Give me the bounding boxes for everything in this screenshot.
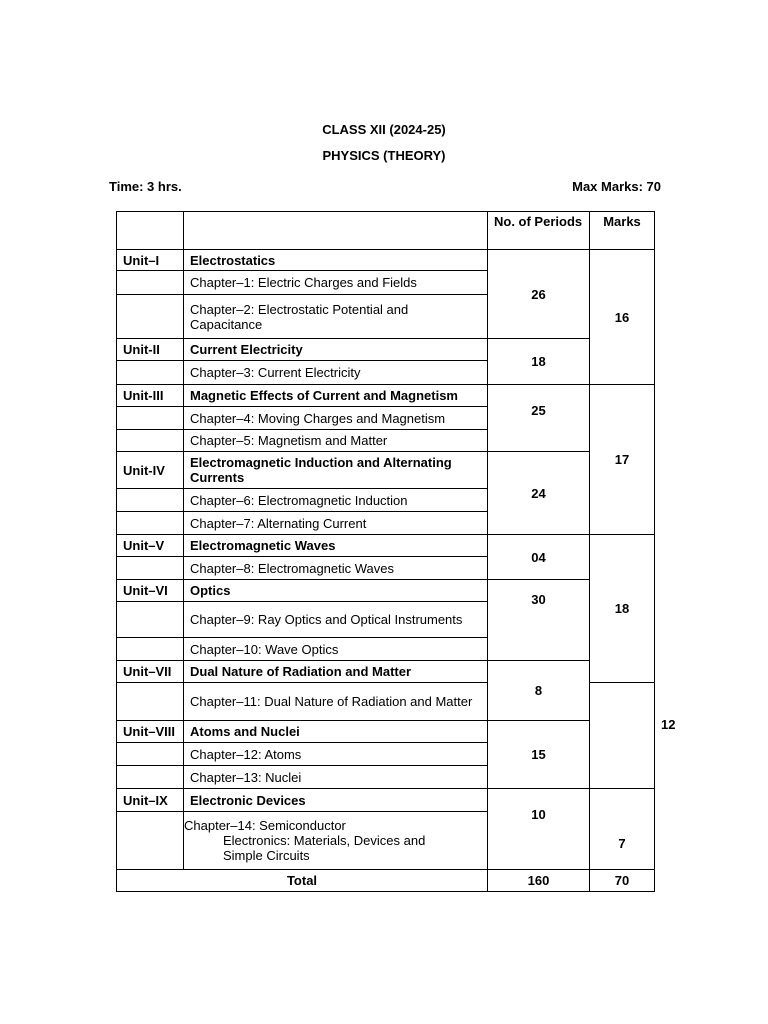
unit-label: Unit–VIII [117,721,184,743]
chapter-label: Chapter–6: Electromagnetic Induction [184,489,488,512]
class-title: CLASS XII (2024-25) [322,122,446,137]
periods-cell: 04 [488,535,590,580]
marks-cell: 16 [590,250,655,385]
unit-title: Electromagnetic Waves [184,535,488,557]
unit-label: Unit–VI [117,580,184,602]
chapter-label: Chapter–2: Electrostatic Potential and Capacitance [184,295,488,339]
syllabus-table [116,211,676,892]
unit-label-empty [117,683,184,721]
periods-cell: 18 [488,339,590,385]
unit-title: Electromagnetic Induction and Alternating Currents [184,452,488,489]
table-row [117,789,655,812]
unit-label-empty [117,407,184,430]
unit-title: Optics [184,580,488,602]
chapter-label: Chapter–4: Moving Charges and Magnetism [184,407,488,430]
total-marks: 70 [590,870,655,892]
periods-cell: 8 [488,661,590,721]
unit-label: Unit–V [117,535,184,557]
unit-title: Current Electricity [184,339,488,361]
marks-cell: 7 [590,789,655,870]
total-label: Total [117,870,488,892]
table-row [117,339,655,361]
chapter-label: Chapter–10: Wave Optics [184,638,488,661]
chapter-label: Chapter–12: Atoms [184,743,488,766]
periods-cell: 30 [488,580,590,661]
unit-title: Magnetic Effects of Current and Magnetism [184,385,488,407]
chapter-label: Chapter–3: Current Electricity [184,361,488,385]
chapter-label: Chapter–1: Electric Charges and Fields [184,271,488,295]
chapter-label: Chapter–9: Ray Optics and Optical Instruments [184,602,488,638]
table-row: Unit–VII Dual Nature of Radiation and Matter 8 12 [117,661,655,683]
subject-title: PHYSICS (THEORY) [322,148,446,163]
header-cell-unit [117,212,184,250]
max-marks: Max Marks: 70 [572,179,661,194]
unit-label-empty [117,271,184,295]
periods-cell: 25 [488,385,590,452]
unit-label-empty [117,361,184,385]
unit-label-empty [117,812,184,870]
unit-label-empty [117,743,184,766]
chapter-label: Chapter–13: Nuclei [184,766,488,789]
periods-cell: 10 [488,789,590,870]
unit-label-empty [117,766,184,789]
header-periods: No. of Periods [488,212,590,250]
unit-label: Unit-II [117,339,184,361]
exam-time: Time: 3 hrs. [109,179,182,194]
marks-cell: 18 [590,535,655,683]
unit-label: Unit–I [117,250,184,271]
total-row [117,870,655,892]
header-cell-topic [184,212,488,250]
unit-label: Unit-IV [117,452,184,489]
chapter-label: Chapter–8: Electromagnetic Waves [184,557,488,580]
unit-label: Unit-III [117,385,184,407]
unit-label: Unit–IX [117,789,184,812]
unit-title: Dual Nature of Radiation and Matter [184,661,488,683]
unit-label-empty [117,512,184,535]
table-row [117,580,655,602]
chapter-label: Chapter–11: Dual Nature of Radiation and Matter [184,683,488,721]
unit-label-empty [117,430,184,452]
chapter-label: Chapter–7: Alternating Current [184,512,488,535]
unit-label-empty [117,295,184,339]
header-marks: Marks [590,212,655,250]
total-periods: 160 [488,870,590,892]
unit-label-empty [117,557,184,580]
table-row [117,535,655,557]
unit-label-empty [117,489,184,512]
chapter-label: Chapter–14: Semiconductor [184,818,346,833]
table-row [117,452,655,489]
periods-cell: 15 [488,721,590,789]
unit-title: Electronic Devices [184,789,488,812]
table-row [117,385,655,407]
table-header-row [117,212,655,250]
table-row [117,721,655,743]
periods-cell: 24 [488,452,590,535]
periods-cell: 26 [488,250,590,339]
marks-cell: 17 [590,385,655,535]
chapter-14-cell [184,812,488,870]
chapter-label-cont: Simple Circuits [223,848,310,863]
unit-title: Electrostatics [184,250,488,271]
chapter-label: Chapter–5: Magnetism and Matter [184,430,488,452]
unit-title: Atoms and Nuclei [184,721,488,743]
unit-label-empty [117,638,184,661]
chapter-label-cont: Electronics: Materials, Devices and [223,833,426,848]
unit-label-empty [117,602,184,638]
unit-label: Unit–VII [117,661,184,683]
table-row [117,250,655,271]
